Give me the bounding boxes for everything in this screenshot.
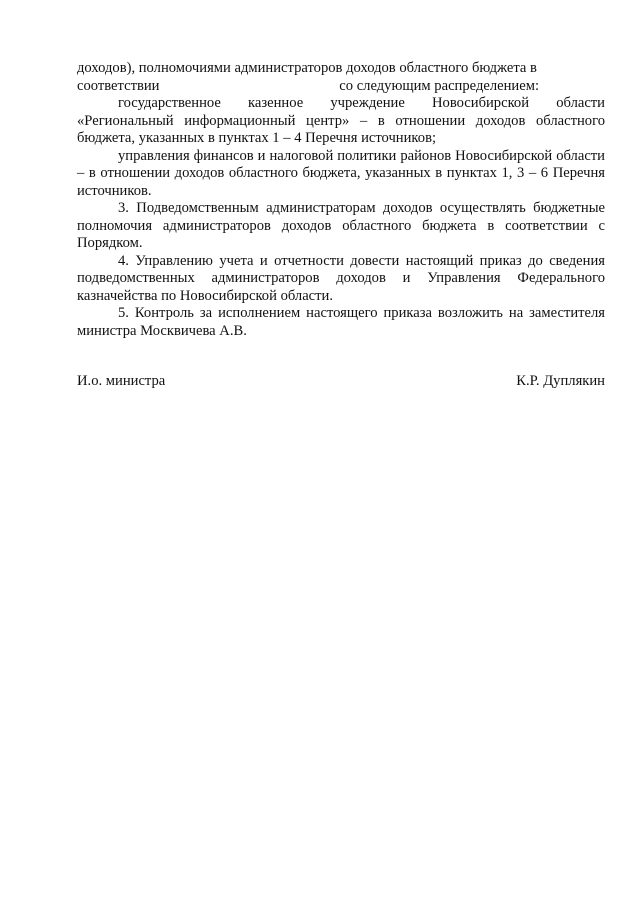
intro-line2-right: со следующим распределением: <box>339 77 539 94</box>
paragraph-item-5: 5. Контроль за исполнением настоящего приказа возложить на заместителя министра Москвичева А.В. <box>77 305 605 339</box>
paragraph-regional-center: государственное казенное учреждение Новосибирской области «Региональный информационный центр» – в отношении доходов областного бюджета, указанных в пунктах 1 – 4 Перечня источников; <box>77 95 605 146</box>
paragraph-intro-line2 <box>77 78 605 96</box>
document-body <box>77 60 605 340</box>
paragraph-intro-line1: доходов), полномочиями администраторов доходов областного бюджета в <box>77 60 537 76</box>
paragraph-district-finance: управления финансов и налоговой политики районов Новосибирской области – в отношении доходов областного бюджета, указанных в пунктах 1, 3 – 6 Перечня источников. <box>77 147 605 199</box>
signature-block <box>77 373 605 391</box>
paragraph-item-3: 3. Подведомственным администраторам доходов осуществлять бюджетные полномочия администраторов доходов областного бюджета в соответствии с Порядком. <box>77 200 605 251</box>
intro-line2-left: соответствии <box>77 77 160 94</box>
paragraph-item-4: 4. Управлению учета и отчетности довести настоящий приказ до сведения подведомственных администраторов доходов и Управления Федерального казначейства по Новосибирской области. <box>77 252 605 304</box>
signature-position: И.о. министра <box>77 373 166 389</box>
signature-name: К.Р. Дуплякин <box>516 373 605 389</box>
